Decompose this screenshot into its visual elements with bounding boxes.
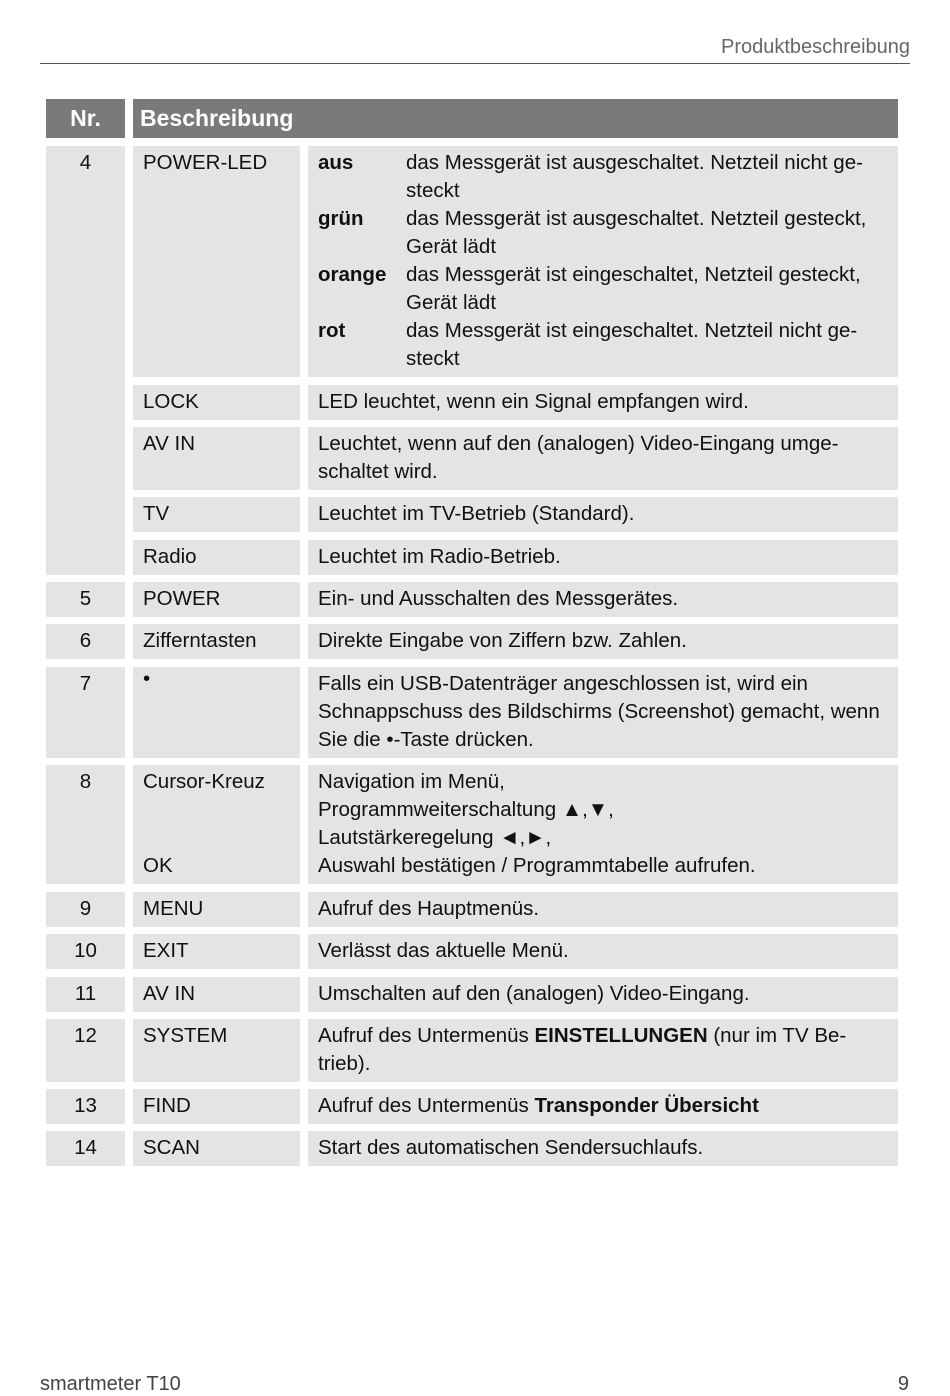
row-nr-7: 7 — [46, 667, 125, 758]
tv-label: TV — [133, 497, 300, 532]
radio-label: Radio — [133, 540, 300, 575]
menu-label: MENU — [133, 892, 300, 927]
exit-label: EXIT — [133, 934, 300, 969]
desc-line: Navigation im Menü, — [318, 770, 505, 793]
led-state-term: aus — [318, 151, 354, 174]
power-label: POWER — [133, 582, 300, 617]
avin-led-label: AV IN — [133, 427, 300, 490]
system-desc-suffix: (nur im TV Be-trieb). — [318, 1024, 847, 1075]
led-state-term: grün — [318, 207, 364, 230]
cursor-kreuz-description — [308, 765, 898, 884]
screenshot-desc-suffix: -Taste drücken. — [393, 728, 534, 751]
radio-description: Leuchtet im Radio-Betrieb. — [308, 540, 898, 575]
avin-key-description: Umschalten auf den (analogen) Video-Eingang. — [308, 977, 898, 1012]
row-nr-12: 12 — [46, 1019, 125, 1082]
row-nr-6: 6 — [46, 624, 125, 659]
lock-label: LOCK — [133, 385, 300, 420]
row-nr-10: 10 — [46, 934, 125, 969]
page-header-title: Produktbeschreibung — [720, 36, 910, 58]
power-led-label: POWER-LED — [133, 146, 300, 377]
led-state-text: das Messgerät ist eingeschaltet, Netzteil gesteckt, Gerät lädt — [406, 263, 861, 314]
row-nr-11: 11 — [46, 977, 125, 1012]
find-desc-emphasis: Transponder Übersicht — [534, 1094, 759, 1117]
screenshot-key-label: • — [133, 667, 300, 758]
screenshot-desc-text: Falls ein USB-Datenträger angeschlossen ist, wird ein Schnappschuss des Bildschirms (Screenshot) gemacht, wenn Sie die — [318, 672, 880, 751]
exit-description: Verlässt das aktuelle Menü. — [308, 934, 898, 969]
cursor-kreuz-label: Cursor-Kreuz — [143, 770, 265, 793]
tv-description: Leuchtet im TV-Betrieb (Standard). — [308, 497, 898, 532]
power-description: Ein- und Ausschalten des Messgerätes. — [308, 582, 898, 617]
cursor-kreuz-cell — [133, 765, 300, 884]
row-nr-8: 8 — [46, 765, 125, 884]
header-rule — [40, 63, 910, 64]
footer-product-name: smartmeter T10 — [40, 1373, 181, 1395]
row-nr-14: 14 — [46, 1131, 125, 1166]
find-label: FIND — [133, 1089, 300, 1124]
avin-led-description: Leuchtet, wenn auf den (analogen) Video-Eingang umge-schaltet wird. — [308, 427, 898, 490]
avin-key-label: AV IN — [133, 977, 300, 1012]
system-label: SYSTEM — [133, 1019, 300, 1082]
led-state-term: rot — [318, 319, 346, 342]
led-state-text: das Messgerät ist ausgeschaltet. Netzteil gesteckt, Gerät lädt — [406, 207, 867, 258]
dot-key-symbol: • — [386, 728, 394, 751]
lock-description: LED leuchtet, wenn ein Signal empfangen wird. — [308, 385, 898, 420]
row-nr-9: 9 — [46, 892, 125, 927]
ok-label: OK — [143, 854, 173, 877]
find-desc-text: Aufruf des Untermenüs — [318, 1094, 535, 1117]
row-nr-13: 13 — [46, 1089, 125, 1124]
desc-line: Programmweiterschaltung ▲,▼, — [318, 798, 614, 821]
footer-page-number: 9 — [897, 1373, 909, 1395]
zifferntasten-description: Direkte Eingabe von Ziffern bzw. Zahlen. — [308, 624, 898, 659]
scan-label: SCAN — [133, 1131, 300, 1166]
led-state-term: orange — [318, 263, 387, 286]
led-state-text: das Messgerät ist ausgeschaltet. Netzteil nicht ge-steckt — [406, 151, 863, 202]
led-state-text: das Messgerät ist eingeschaltet. Netzteil nicht ge-steckt — [406, 319, 858, 370]
zifferntasten-label: Zifferntasten — [133, 624, 300, 659]
desc-line: Lautstärkeregelung ◄,►, — [318, 826, 552, 849]
row-nr-4: 4 — [46, 146, 125, 575]
column-header-nr: Nr. — [46, 99, 125, 138]
system-desc-emphasis: EINSTELLUNGEN — [534, 1024, 708, 1047]
find-description — [308, 1089, 898, 1124]
menu-description: Aufruf des Hauptmenüs. — [308, 892, 898, 927]
system-desc-text: Aufruf des Untermenüs — [318, 1024, 535, 1047]
power-led-states — [308, 146, 898, 377]
desc-line: Auswahl bestätigen / Programmtabelle aufrufen. — [318, 854, 756, 877]
column-header-beschreibung: Beschreibung — [133, 99, 898, 138]
system-description — [308, 1019, 898, 1082]
row-nr-5: 5 — [46, 582, 125, 617]
screenshot-key-description — [308, 667, 898, 758]
scan-description: Start des automatischen Sendersuchlaufs. — [308, 1131, 898, 1166]
